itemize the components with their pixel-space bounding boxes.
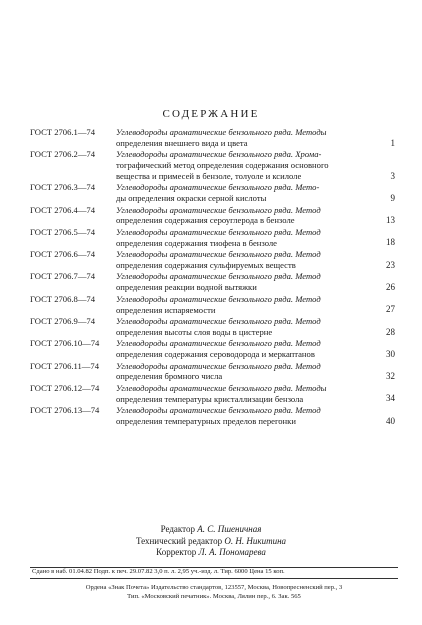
toc-page-number: 23 bbox=[386, 259, 395, 270]
toc-description-line: определения испаряемости bbox=[116, 304, 216, 315]
toc-standard-code: ГОСТ 2706.13—74 bbox=[30, 405, 100, 416]
toc-entry bbox=[30, 271, 395, 293]
toc-description bbox=[116, 205, 386, 227]
toc-description-line: определения содержания сульфируемых веществ bbox=[116, 259, 296, 270]
toc-description-line: Углеводороды ароматические бензольного ряда. Методы bbox=[116, 382, 327, 393]
toc-standard-code: ГОСТ 2706.3—74 bbox=[30, 182, 96, 193]
toc-page-number: 32 bbox=[386, 371, 395, 382]
toc-standard-code: ГОСТ 2706.5—74 bbox=[30, 226, 96, 237]
tech-editor-line bbox=[0, 536, 422, 548]
toc-description bbox=[116, 127, 386, 149]
toc-description bbox=[116, 227, 386, 249]
editor-name: А. С. Пшеничная bbox=[197, 524, 262, 534]
toc-description-line: определения температурных пределов перегонки bbox=[116, 416, 296, 427]
toc-entry bbox=[30, 405, 395, 427]
toc-entry bbox=[30, 293, 395, 316]
toc-standard-code: ГОСТ 2706.9—74 bbox=[30, 316, 96, 327]
toc-description bbox=[116, 383, 386, 405]
toc-description-line: Углеводороды ароматические бензольного ряда. Метод bbox=[116, 293, 321, 304]
toc-description bbox=[116, 338, 386, 360]
toc-entry bbox=[30, 127, 395, 149]
toc-description-line: определения температуры кристаллизации бензола bbox=[116, 393, 304, 404]
toc-standard-code: ГОСТ 2706.12—74 bbox=[30, 382, 100, 393]
table-of-contents bbox=[30, 127, 395, 428]
toc-description-line: определения бромного числа bbox=[116, 371, 223, 382]
toc-description-line: тографический метод определения содержания основного bbox=[116, 160, 329, 171]
toc-description-line: определения содержания тиофена в бензоле bbox=[116, 237, 277, 248]
toc-description-line: определения содержания сероуглерода в бензоле bbox=[116, 215, 295, 226]
imprint-print-data: Сдано в наб. 01.04.82 Подп. к печ. 29.07.82 3,0 п. л. 2,95 уч.-изд. л. Тир. 6000 Цена 15 коп. bbox=[32, 568, 285, 575]
toc-description-line: определения внешнего вида и цвета bbox=[116, 137, 248, 148]
toc-page-number: 28 bbox=[386, 326, 395, 337]
toc-description-line: Углеводороды ароматические бензольного ряда. Метод bbox=[116, 316, 321, 327]
toc-entry bbox=[30, 182, 395, 204]
toc-page-number: 26 bbox=[386, 281, 395, 292]
proofreader-name: Л. А. Пономарева bbox=[198, 547, 266, 557]
toc-standard-code: ГОСТ 2706.10—74 bbox=[30, 338, 100, 349]
imprint-rule-bottom bbox=[30, 578, 398, 579]
toc-page-number: 40 bbox=[386, 415, 395, 426]
toc-entry bbox=[30, 338, 395, 360]
editor-label: Редактор bbox=[160, 524, 195, 534]
toc-description bbox=[116, 182, 386, 204]
toc-page-number: 30 bbox=[386, 348, 395, 359]
toc-standard-code: ГОСТ 2706.11—74 bbox=[30, 360, 99, 371]
credits-block bbox=[0, 524, 422, 559]
toc-description bbox=[116, 249, 386, 271]
proofreader-label: Корректор bbox=[156, 547, 197, 557]
toc-entry bbox=[30, 316, 395, 338]
toc-description bbox=[116, 316, 386, 338]
toc-standard-code: ГОСТ 2706.4—74 bbox=[30, 204, 96, 215]
toc-description bbox=[116, 294, 386, 316]
toc-standard-code: ГОСТ 2706.6—74 bbox=[30, 249, 96, 260]
toc-description-line: Углеводороды ароматические бензольного ряда. Метод bbox=[116, 204, 321, 215]
editor-line bbox=[0, 524, 422, 536]
toc-description-line: Углеводороды ароматические бензольного ряда. Метод bbox=[116, 405, 321, 416]
toc-page-number: 9 bbox=[390, 192, 395, 203]
toc-entry bbox=[30, 360, 395, 383]
toc-page-number: 18 bbox=[386, 237, 395, 248]
toc-description-line: Углеводороды ароматические бензольного ряда. Метод bbox=[116, 338, 321, 349]
toc-description-line: Углеводороды ароматические бензольного ряда. Метод bbox=[116, 249, 321, 260]
tech-editor-name: О. Н. Никитина bbox=[224, 535, 287, 546]
proofreader-line bbox=[0, 547, 422, 559]
toc-page-number: 1 bbox=[390, 137, 395, 148]
toc-description-line: Углеводороды ароматические бензольного ряда. Хрома- bbox=[116, 149, 322, 160]
tech-editor-label: Технический редактор bbox=[135, 535, 223, 546]
toc-description bbox=[116, 271, 386, 293]
toc-description-line: ды определения окраски серной кислоты bbox=[116, 193, 267, 204]
toc-page-number: 27 bbox=[386, 304, 395, 315]
toc-entry bbox=[30, 226, 395, 249]
toc-description-line: вещества и примесей в бензоле, толуоле и ксилоле bbox=[116, 170, 302, 181]
toc-standard-code: ГОСТ 2706.7—74 bbox=[30, 271, 96, 282]
toc-description-line: Углеводороды ароматические бензольного ряда. Мето- bbox=[116, 182, 320, 193]
imprint-publisher bbox=[30, 584, 398, 601]
toc-page-number: 3 bbox=[390, 170, 395, 181]
imprint-printer-line: Тип. «Московский печатник». Москва, Лялин пер., 6. Зак. 565 bbox=[127, 592, 301, 600]
toc-description-line: Углеводороды ароматические бензольного ряда. Метод bbox=[116, 271, 321, 282]
imprint-publisher-line: Ордена «Знак Почета» Издательство стандартов, 123557, Москва, Новопресненский пер., 3 bbox=[85, 584, 343, 591]
toc-description bbox=[116, 361, 386, 383]
toc-description-line: определения содержания сероводорода и меркаптанов bbox=[116, 349, 315, 360]
toc-standard-code: ГОСТ 2706.1—74 bbox=[30, 127, 96, 137]
toc-entry bbox=[30, 149, 395, 182]
toc-standard-code: ГОСТ 2706.2—74 bbox=[30, 149, 96, 160]
toc-page-number: 34 bbox=[386, 393, 395, 404]
toc-title: СОДЕРЖАНИЕ bbox=[162, 108, 260, 120]
toc-description-line: определения реакции водной вытяжки bbox=[116, 282, 257, 293]
toc-entry bbox=[30, 382, 395, 405]
toc-description-line: Углеводороды ароматические бензольного ряда. Методы bbox=[116, 127, 327, 137]
toc-entry bbox=[30, 249, 395, 271]
toc-description-line: Углеводороды ароматические бензольного ряда. Метод bbox=[116, 226, 321, 237]
toc-entry bbox=[30, 204, 395, 227]
toc-description-line: определения высоты слоя воды в цистерне bbox=[116, 326, 273, 337]
toc-page-number: 13 bbox=[386, 215, 395, 226]
toc-description bbox=[116, 405, 386, 427]
toc-standard-code: ГОСТ 2706.8—74 bbox=[30, 293, 96, 304]
toc-description bbox=[116, 149, 386, 181]
toc-description-line: Углеводороды ароматические бензольного ряда. Метод bbox=[116, 360, 321, 371]
